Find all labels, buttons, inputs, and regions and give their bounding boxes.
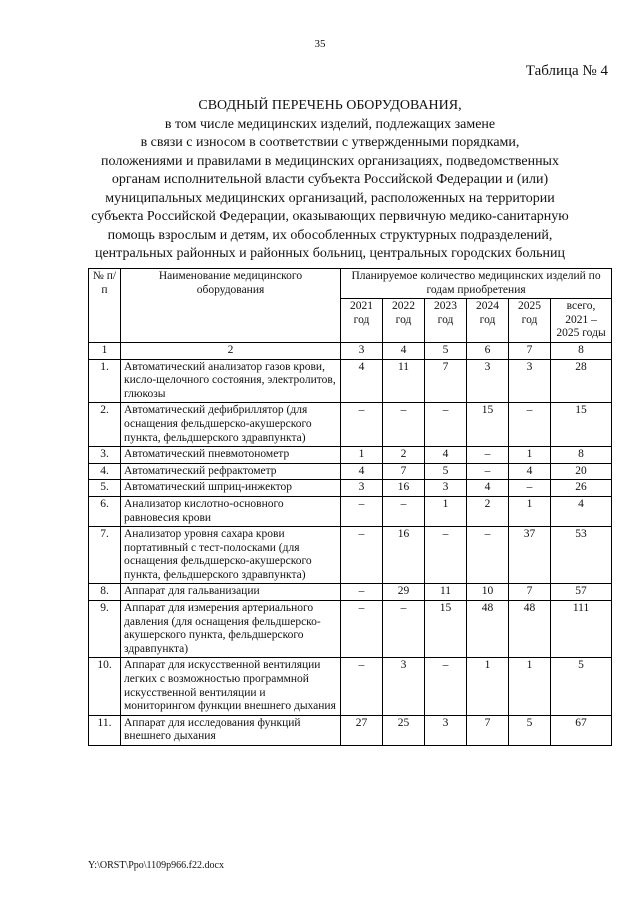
total-value: 20 — [551, 463, 612, 480]
year-value: – — [341, 658, 383, 715]
year-value: 7 — [425, 359, 467, 403]
year-value: 29 — [383, 584, 425, 601]
table-row — [89, 496, 612, 526]
year-value: 16 — [383, 480, 425, 497]
total-value: 53 — [551, 527, 612, 584]
year-value: 1 — [509, 447, 551, 464]
table-row — [89, 480, 612, 497]
year-value: 7 — [509, 584, 551, 601]
total-value: 8 — [551, 447, 612, 464]
year-value: – — [467, 527, 509, 584]
header-year-2023: 2023 год — [425, 299, 467, 343]
year-value: – — [509, 480, 551, 497]
row-number: 1. — [89, 359, 121, 403]
year-value: – — [383, 496, 425, 526]
year-value: – — [341, 584, 383, 601]
year-value: 11 — [383, 359, 425, 403]
year-value: 4 — [467, 480, 509, 497]
header-total: всего, 2021 – 2025 годы — [551, 299, 612, 343]
equipment-name: Анализатор уровня сахара крови портативный с тест-полосками (для оснащения фельдшерско-акушерского пункта, фельдшерского здравпункта) — [121, 527, 341, 584]
equipment-name: Автоматический анализатор газов крови, кисло-щелочного состояния, электролитов, глюкозы — [121, 359, 341, 403]
equipment-name: Аппарат для искусственной вентиляции легких с возможностью программной искусственной вентиляции и мониторингом функции внешнего дыхания — [121, 658, 341, 715]
title-line: положениями и правилами в медицинских организациях, подведомственных — [101, 153, 559, 169]
equipment-name: Аппарат для измерения артериального давления (для оснащения фельдшерско-акушерского пункта, фельдшерского здравпункта) — [121, 601, 341, 658]
table-label: Таблица № 4 — [525, 63, 608, 79]
year-value: 7 — [383, 463, 425, 480]
row-number: 5. — [89, 480, 121, 497]
table-row — [89, 359, 612, 403]
year-value: 5 — [425, 463, 467, 480]
year-value: 11 — [425, 584, 467, 601]
total-value: 57 — [551, 584, 612, 601]
column-index: 4 — [383, 342, 425, 359]
footer-file-path: Y:\ORST\Ppo\1109p966.f22.docx — [88, 860, 224, 871]
page-number: 35 — [314, 38, 326, 50]
table-row — [89, 584, 612, 601]
title-line: центральных районных и районных больниц, центральных городских больниц — [94, 246, 566, 261]
total-value: 5 — [551, 658, 612, 715]
year-value: 15 — [467, 403, 509, 447]
year-value: 1 — [509, 496, 551, 526]
total-value: 26 — [551, 480, 612, 497]
title-line: в связи с износом в соответствии с утвержденными порядками, — [140, 135, 520, 150]
total-value: 28 — [551, 359, 612, 403]
table-row — [89, 403, 612, 447]
title-line: органам исполнительной власти субъекта Российской Федерации и (или) — [111, 172, 549, 187]
year-value: 4 — [341, 359, 383, 403]
year-value: 4 — [341, 463, 383, 480]
year-value: 1 — [467, 658, 509, 715]
document-title — [60, 97, 600, 264]
column-index: 8 — [551, 342, 612, 359]
column-index: 6 — [467, 342, 509, 359]
equipment-name: Автоматический шприц-инжектор — [121, 480, 341, 497]
title-line: помощь взрослым и детям, их обособленных структурных подразделений, — [107, 227, 553, 243]
year-value: 4 — [509, 463, 551, 480]
title-main: СВОДНЫЙ ПЕРЕЧЕНЬ ОБОРУДОВАНИЯ, — [198, 98, 462, 113]
table-row — [89, 527, 612, 584]
equipment-name: Автоматический рефрактометр — [121, 463, 341, 480]
year-value: – — [425, 527, 467, 584]
year-value: 2 — [467, 496, 509, 526]
header-year-2025: 2025 год — [509, 299, 551, 343]
year-value: – — [425, 658, 467, 715]
year-value: 27 — [341, 715, 383, 745]
year-value: 48 — [467, 601, 509, 658]
row-number: 7. — [89, 527, 121, 584]
year-value: 3 — [467, 359, 509, 403]
table-row — [89, 658, 612, 715]
year-value: 15 — [425, 601, 467, 658]
year-value: 1 — [425, 496, 467, 526]
row-number: 9. — [89, 601, 121, 658]
year-value: – — [341, 527, 383, 584]
year-value: – — [341, 496, 383, 526]
year-value: – — [383, 403, 425, 447]
title-line: субъекта Российской Федерации, оказывающих первичную медико-санитарную — [91, 209, 569, 224]
table-row — [89, 601, 612, 658]
header-year-2024: 2024 год — [467, 299, 509, 343]
total-value: 15 — [551, 403, 612, 447]
year-value: 48 — [509, 601, 551, 658]
table-row — [89, 463, 612, 480]
column-index: 5 — [425, 342, 467, 359]
year-value: 1 — [341, 447, 383, 464]
column-index: 3 — [341, 342, 383, 359]
equipment-name: Аппарат для исследования функций внешнего дыхания — [121, 715, 341, 745]
row-number: 3. — [89, 447, 121, 464]
year-value: – — [383, 601, 425, 658]
equipment-name: Аппарат для гальванизации — [121, 584, 341, 601]
equipment-name: Анализатор кислотно-основного равновесия крови — [121, 496, 341, 526]
row-number: 11. — [89, 715, 121, 745]
equipment-name: Автоматический пневмотонометр — [121, 447, 341, 464]
equipment-table — [88, 268, 612, 746]
year-value: – — [467, 447, 509, 464]
year-value: 10 — [467, 584, 509, 601]
equipment-name: Автоматический дефибриллятор (для оснащения фельдшерско-акушерского пункта, фельдшерского здравпункта) — [121, 403, 341, 447]
year-value: 3 — [341, 480, 383, 497]
column-index: 1 — [89, 342, 121, 359]
year-value: 2 — [383, 447, 425, 464]
header-name: Наименование медицинского оборудования — [121, 269, 341, 343]
title-line: в том числе медицинских изделий, подлежащих замене — [164, 116, 496, 132]
year-value: – — [467, 463, 509, 480]
year-value: 4 — [425, 447, 467, 464]
year-value: 25 — [383, 715, 425, 745]
row-number: 10. — [89, 658, 121, 715]
row-number: 4. — [89, 463, 121, 480]
header-planned: Планируемое количество медицинских изделий по годам приобретения — [341, 269, 612, 299]
row-number: 2. — [89, 403, 121, 447]
header-year-2022: 2022 год — [383, 299, 425, 343]
title-line: муниципальных медицинских организаций, расположенных на территории — [105, 190, 555, 206]
total-value: 67 — [551, 715, 612, 745]
year-value: 37 — [509, 527, 551, 584]
year-value: – — [341, 601, 383, 658]
table-row — [89, 715, 612, 745]
total-value: 111 — [551, 601, 612, 658]
year-value: 1 — [509, 658, 551, 715]
year-value: 5 — [509, 715, 551, 745]
year-value: 3 — [425, 715, 467, 745]
year-value: – — [341, 403, 383, 447]
header-num: № п/п — [89, 269, 121, 343]
column-index: 2 — [121, 342, 341, 359]
row-number: 8. — [89, 584, 121, 601]
year-value: – — [425, 403, 467, 447]
column-index-row — [89, 342, 612, 359]
header-year-2021: 2021 год — [341, 299, 383, 343]
year-value: 3 — [383, 658, 425, 715]
total-value: 4 — [551, 496, 612, 526]
table-row — [89, 447, 612, 464]
column-index: 7 — [509, 342, 551, 359]
year-value: 16 — [383, 527, 425, 584]
row-number: 6. — [89, 496, 121, 526]
year-value: 7 — [467, 715, 509, 745]
year-value: 3 — [509, 359, 551, 403]
year-value: 3 — [425, 480, 467, 497]
year-value: – — [509, 403, 551, 447]
